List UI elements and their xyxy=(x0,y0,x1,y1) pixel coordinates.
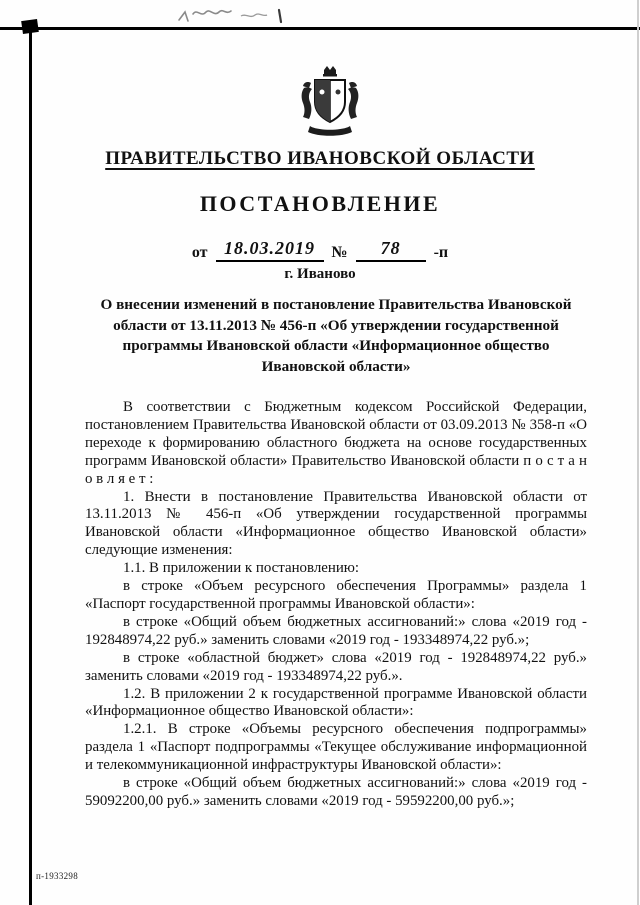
scan-corner-mark xyxy=(21,19,39,34)
org-name: ПРАВИТЕЛЬСТВО ИВАНОВСКОЙ ОБЛАСТИ xyxy=(105,148,535,169)
body-paragraph: 1. Внести в постановление Правительства Ивановской области от 13.11.2013 № 456-п «Об утверждении государственной программы Ивановской области «Информационное общество Ивановской области» следующие изменения: xyxy=(85,488,587,559)
from-label: от xyxy=(191,244,208,261)
coat-of-arms-icon xyxy=(298,64,362,138)
document-type-heading: ПОСТАНОВЛЕНИЕ xyxy=(199,191,441,216)
body-paragraph: в строке «областной бюджет» слова «2019 год - 192848974,22 руб.» заменить словами «2019 год - 193348974,22 руб.». xyxy=(85,649,587,684)
scan-edge-shadow xyxy=(637,0,639,905)
decree-title: О внесении изменений в постановление Правительства Ивановской области от 13.11.2013 № 456-п «Об утверждении государственной программы Ивановской области «Информационное общество Ивановской области» xyxy=(100,296,572,375)
scan-border-top xyxy=(0,27,640,30)
body-paragraph: В соответствии с Бюджетным кодексом Российской Федерации, постановлением Правительства Ивановской области от 03.09.2013 № 358-п «О переходе к формированию областного бюджета на основе государственных программ Ивановской области» Правительство Ивановской области п о с т а н о в л я е т : xyxy=(85,399,587,487)
date-number-line xyxy=(0,238,640,262)
decree-body xyxy=(85,399,587,811)
place-line: г. Иваново xyxy=(284,266,356,282)
body-paragraph: в строке «Общий объем бюджетных ассигнований:» слова «2019 год - 59092200,00 руб.» заменить словами «2019 год - 59592200,00 руб.»; xyxy=(85,775,587,809)
registration-code: п-1933298 xyxy=(36,871,79,881)
number-suffix: -п xyxy=(433,244,449,261)
body-paragraph: 1.2.1. В строке «Объемы ресурсного обеспечения подпрограммы» раздела 1 «Паспорт подпрограммы «Текущее обслуживание информационной и телекоммуникационной инфраструктуры Ивановской области»: xyxy=(85,721,587,774)
body-paragraph: в строке «Общий объем бюджетных ассигнований:» слова «2019 год - 192848974,22 руб.» заменить словами «2019 год - 193348974,22 руб.»; xyxy=(85,613,587,648)
body-paragraph: в строке «Объем ресурсного обеспечения Программы» раздела 1 «Паспорт государственной программы Ивановской области»: xyxy=(85,578,587,612)
handwritten-date: 18.03.2019 xyxy=(224,238,316,258)
number-sign: № xyxy=(331,244,348,261)
handwritten-number: 78 xyxy=(380,238,401,258)
date-field xyxy=(216,238,324,262)
body-paragraph: 1.2. В приложении 2 к государственной программе Ивановской области «Информационное общество Ивановской области»: xyxy=(85,685,587,720)
pencil-scribble-icon xyxy=(175,4,305,30)
body-paragraph: 1.1. В приложении к постановлению: xyxy=(123,560,360,577)
number-field xyxy=(356,238,426,262)
